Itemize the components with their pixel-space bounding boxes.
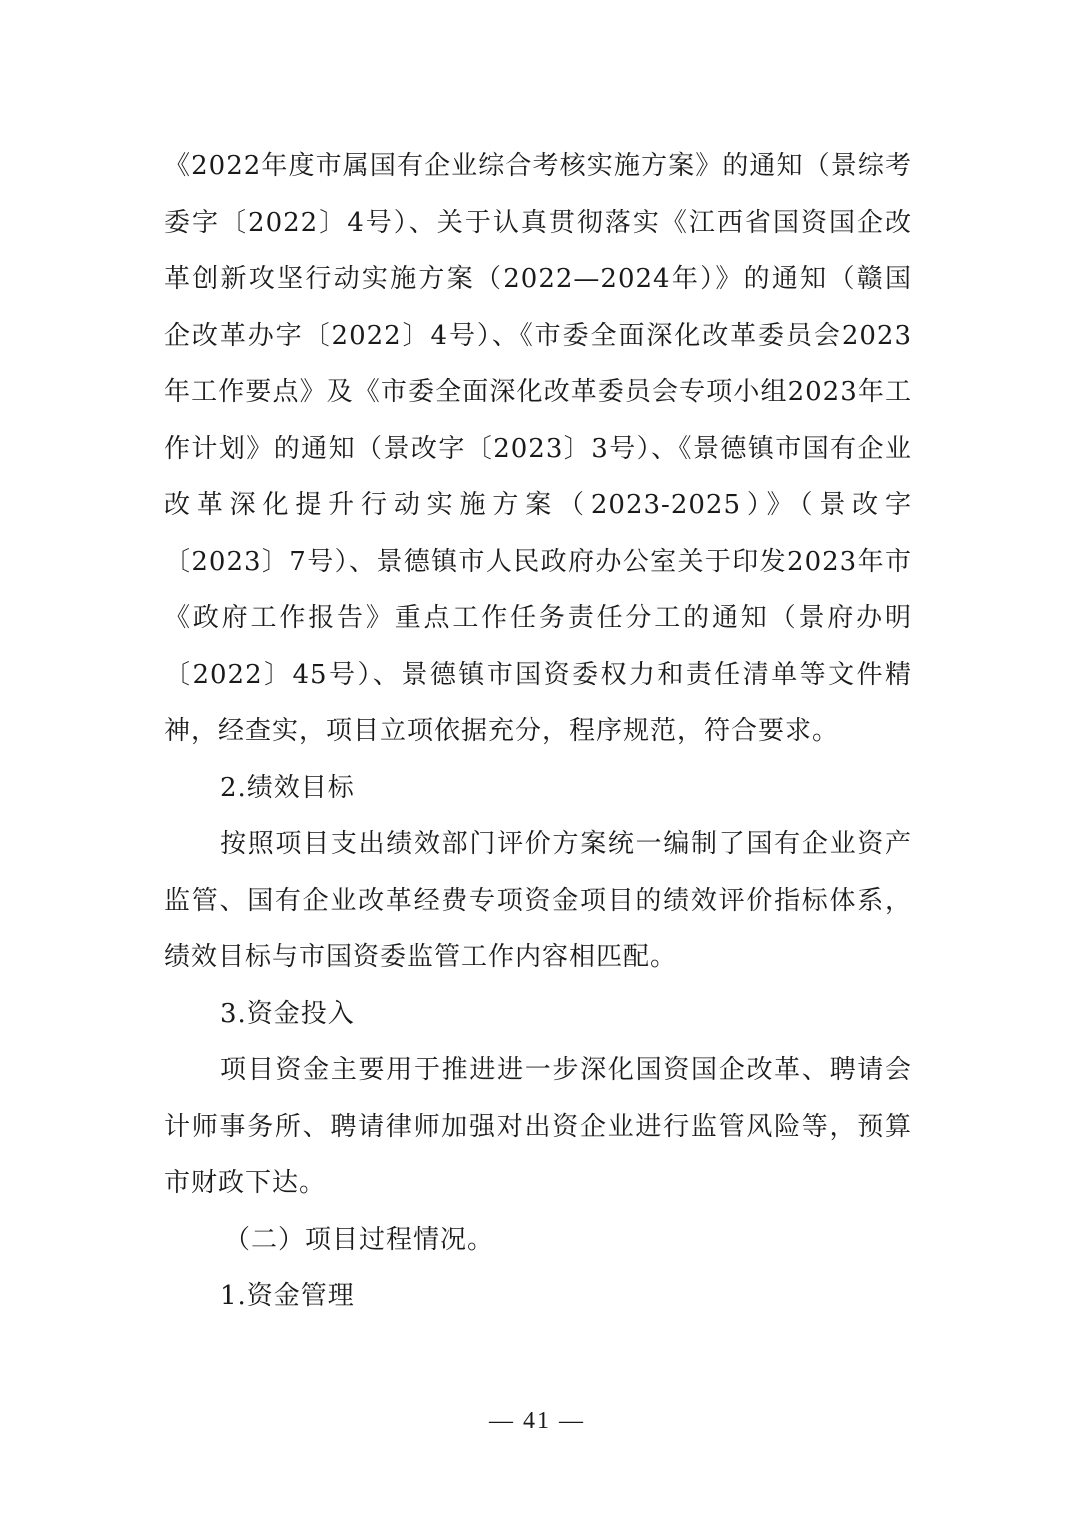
paragraph-basis: 《2022年度市属国有企业综合考核实施方案》的通知（景综考委字〔2022〕4号）、关于认真贯彻落实《江西省国资国企改革创新攻坚行动实施方案（2022—2024年）》的通知（赣国企改革办字〔2022〕4号）、《市委全面深化改革委员会2023年工作要点》及《市委全面深化改革委员会专项小组2023年工作计划》的通知（景改字〔2023〕3号）、《景德镇市国有企业改革深化提升行动实施方案（2023-2025）》（景改字〔2023〕7号）、景德镇市人民政府办公室关于印发2023年市《政府工作报告》重点工作任务责任分工的通知（景府办明〔2022〕45号）、景德镇市国资委权力和责任清单等文件精神，经查实，项目立项依据充分，程序规范，符合要求。 <box>164 151 912 746</box>
heading-performance-goals: 2.绩效目标 <box>220 772 355 803</box>
paragraph-funding-input: 项目资金主要用于推进进一步深化国资国企改革、聘请会计师事务所、聘请律师加强对出资企业进行监管风险等，预算市财政下达。 <box>164 1055 912 1198</box>
heading-funding-input: 3.资金投入 <box>220 998 355 1029</box>
heading-fund-management: 1.资金管理 <box>220 1281 355 1311</box>
page-number: — 41 — <box>489 1408 585 1434</box>
paragraph-performance-goals: 按照项目支出绩效部门评价方案统一编制了国有企业资产监管、国有企业改革经费专项资金项目的绩效评价指标体系，绩效目标与市国资委监管工作内容相匹配。 <box>164 829 912 972</box>
body-text <box>164 138 912 1325</box>
section-heading-process: （二）项目过程情况。 <box>224 1224 495 1255</box>
